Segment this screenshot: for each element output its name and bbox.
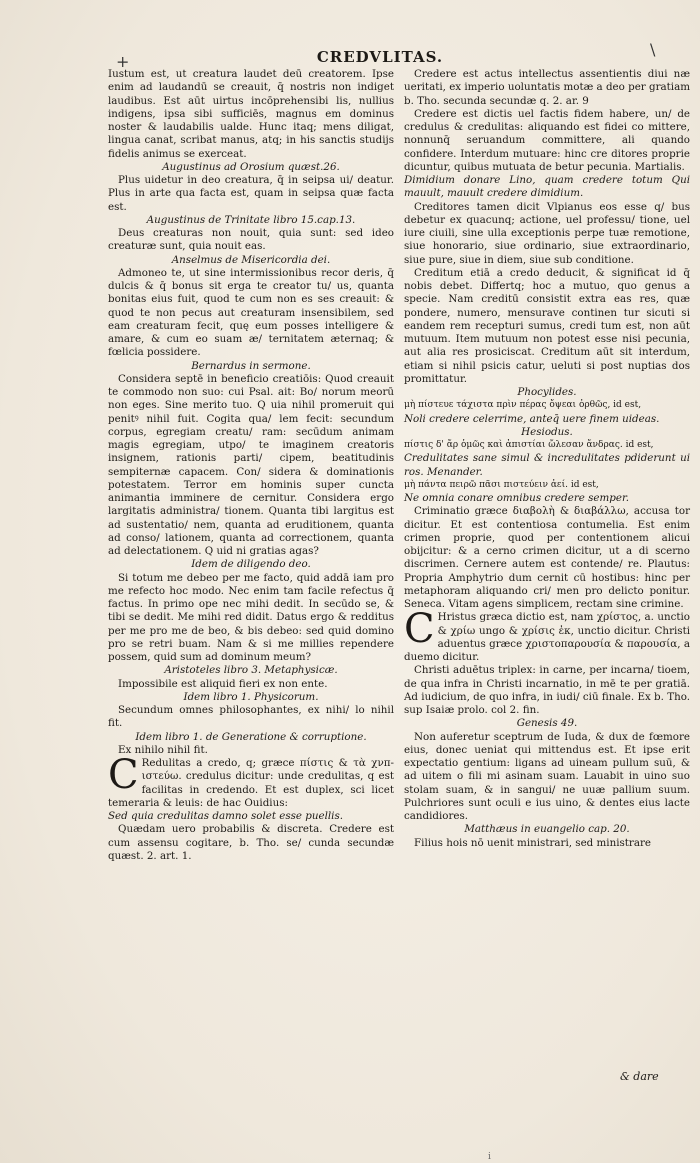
paragraph: Considera septē in beneficio creatiōis: Quod creauit te commodo non suo: cui Psal. ait: Bo/ norum meorū non eges. Sine merito tuo. Q uia nihil promeruit qui penitꝰ nihil fuit. Cogita qua/ lem fecit: secundum corpus, egregiam creatu/ ram: secūdum animam magis egregiam, utpo/ te imaginem creatoris insignem, rationis parti/ cipem, beatitudinis sempiternæ capacem. Con/ sidera & dominationis potestatem. Terror em hominis super cuncta animantia imminere de cernitur. Considera ergo largitatis administra/ tionem. Quanta tibi largitus est ad sustentatio/ nem, quanta ad eruditionem, quanta ad conso/ lationem, quanta ad correctionem, quanta ad delectationem. Q uid ni gratias agas?	[108, 372, 394, 557]
paragraph-text: Redulitas a credo, q; græce πίστις & τὰ χνπ- ιστεύω. credulus dicitur: unde credulitas, q est facilitas in credendo. Et est duplex, sci licet temeraria & leuis: de hac Ouidius:	[108, 757, 394, 809]
dropcap-paragraph	[404, 606, 690, 664]
citation-heading: Hesiodus.	[521, 425, 573, 438]
citation-heading: Augustinus ad Orosium quæst.26.	[162, 160, 340, 173]
verse-quote: Noli credere celerrime, anteq̄ uere finem uideas.	[404, 412, 660, 425]
citation-heading: Bernardus in sermone.	[191, 359, 311, 372]
paragraph: Creditum etiā a credo deducit, & significat id q̄ nobis debet. Differtq; hoc a mutuo, quo genus a specie. Nam creditū consistit extra eas res, quæ pondere, numero, mensurave continen tur sicuti si eandem rem recepturi sumus, credi tum est, non aūt mutuum. Item mutuum non potest esse nisi pecunia, aut alia res prosiciscat. Creditum aūt sit interdum, etiam si nihil psicis catur, ueluti si post nuptias dos promittatur.	[404, 266, 690, 385]
paragraph-text: Hristus græca dictio est, nam χρίστος, a. unctio & χρίω ungo & χρίσις ἐκ, unctio dicitur. Christi aduentus græce χριστοπαρουσία & παρουσία, a duemo dicitur.	[404, 611, 690, 663]
dropcap-paragraph	[108, 752, 394, 810]
paragraph: Creditores tamen dicit Vlpianus eos esse q/ bus debetur ex quacunq; actione, uel professu/ tione, uel iure ciuili, sine ulla exceptionis perpe tuæ remotione, siue honorario, siue ordinario, siue extraordinario, siue pure, siue in diem, siue sub conditione.	[404, 200, 690, 266]
greek-quote: μὴ πάντα πειρῶ πᾶσι πιστεύειν ἀεί. id est,	[404, 479, 599, 490]
greek-quote: μὴ πίστευε τάχιστα πρὶν πέρας ὄψεαι ὀρθῶς, id est,	[404, 400, 642, 411]
corner-mark-left: +	[116, 52, 130, 71]
verse-quote: Sed quia credulitas damno solet esse puellis.	[108, 810, 344, 822]
paragraph: Impossibile est aliquid fieri ex non ente.	[118, 677, 328, 690]
paragraph: Non auferetur sceptrum de Iuda, & dux de fœmore eius, donec ueniat qui mittendus est. Et ipse erit expectatio gentium: ligans ad uineam pullum suū, & ad uitem o fili mi asinam suam. Lauabit in uino suo stolam suam, & in sangui/ ne uuæ pallium suum. Pulchriores sunt oculi e ius uino, & dentes eius lacte candidiores.	[404, 730, 690, 822]
running-head: CREDVLITAS.	[316, 48, 444, 66]
catchword: & dare	[620, 1070, 659, 1083]
verse-quote: Credulitates sane simul & incredulitates pdiderunt ui ros. Menander.	[404, 452, 690, 478]
paragraph: Si totum me debeo per me facto, quid addā iam pro me refecto hoc modo. Nec enim tam facile refectus q̄ factus. In primo ope nec mihi dedit. In secūdo se, & tibi se dedit. Me mihi red didit. Datus ergo & redditus per me pro me de beo, & bis debeo: sed quid domino pro se retri buam. Nam & si me millies rependere possem, quid sum ad dominum meum?	[108, 571, 394, 663]
paragraph: Quædam uero probabilis & discreta. Credere est cum assensu cogitare, b. Tho. se/ cunda secundæ quæst. 2. art. 1.	[108, 823, 394, 862]
citation-heading: Matthæus in euangelio cap. 20.	[464, 823, 630, 836]
paragraph: Plus uidetur in deo creatura, q̄ in seipsa ui/ deatur. Plus in arte qua facta est, quam in seipsa quæ facta est.	[108, 174, 394, 213]
right-column	[404, 68, 690, 850]
citation-heading: Augustinus de Trinitate libro 15.cap.13.	[146, 213, 356, 226]
dropcap-initial: C	[108, 752, 139, 798]
verse-quote: Ne omnia conare omnibus credere semper.	[404, 492, 630, 504]
citation-heading: Idem libro 1. Physicorum.	[183, 690, 319, 703]
citation-heading: Anselmus de Misericordia dei.	[171, 253, 331, 266]
paragraph: Iustum est, ut creatura laudet deū creatorem. Ipse enim ad laudandū se creauit, q̄ nostris non indiget laudibus. Est aūt uirtus incōprehensibi lis, nullius indigens, ipsa sibi sufficiēs, magnus em dominus noster & laudabilis ualde. Hunc itaq; mens diligat, lingua canat, scribat manus, atq; in his sanctis studijs fidelis animus se exerceat.	[108, 68, 394, 160]
paragraph: Christi aduētus triplex: in carne, per incarna/ tioem, de qua infra in Christi incarnatio, in mē te per gratiā. Ad iudicium, de quo infra, in iudi/ ciū finale. Ex b. Tho. sup Isaiæ prolo. col 2. fin.	[404, 664, 690, 716]
paragraph: Credere est dictis uel factis fidem habere, un/ de credulus & credulitas: aliquando est fidei co mittere, nonnunq̄ seruandum committere, ali quando confidere. Interdum mutuare: hinc cre ditores proprie dicuntur, quibus mutuata de betur pecunia. Martialis.	[404, 107, 690, 173]
greek-quote: πίστις δ' ἄρ ὁμῶς καὶ ἀπιστίαι ὤλεσαν ἄνδρας. id est,	[404, 440, 654, 450]
left-column	[108, 68, 394, 863]
paragraph: Secundum omnes philosophantes, ex nihi/ lo nihil fit.	[108, 704, 394, 730]
paragraph: Filius hois nō uenit ministrari, sed ministrare	[414, 836, 652, 849]
paragraph: Credere est actus intellectus assentientis diui næ ueritati, ex imperio uoluntatis motæ a deo per gratiam b. Tho. secunda secundæ q. 2. ar. 9	[404, 68, 690, 107]
corner-mark-right: \	[650, 40, 656, 59]
dropcap-initial: C	[404, 606, 435, 653]
citation-heading: Genesis 49.	[516, 717, 578, 730]
citation-heading: Phocylides.	[517, 386, 577, 398]
paragraph: Deus creaturas non nouit, quia sunt: sed ideo creaturæ sunt, quia nouit eas.	[108, 227, 394, 253]
citation-heading: Aristoteles libro 3. Metaphysicæ.	[164, 664, 338, 677]
verse-quote: Dimidium donare Lino, quam credere totum Qui mauult, mauult credere dimidium.	[404, 174, 690, 200]
paragraph: Ex nihilo nihil fit.	[118, 743, 208, 756]
paragraph: Criminatio græce διαβολὴ & διαβάλλω, accusa tor dicitur. Et est contentiosa contumelia. Est enim crimen proprie, quod per contentionem alicui obijcitur: & a cerno crimen dicitur, ut a di scerno discrimen. Cernere autem est contende/ re. Plautus: Propria Amphytrio dum cernit cū hostibus: hinc per metaphoram aliquando cri/ men pro delicto ponitur. Seneca. Vitam agens simplicem, rectam sine crimine.	[404, 505, 690, 610]
citation-heading: Idem libro 1. de Generatione & corruptione.	[135, 730, 367, 743]
citation-heading: Idem de diligendo deo.	[191, 558, 311, 571]
paragraph: Admoneo te, ut sine intermissionibus recor deris, q̄ dulcis & q̄ bonus sit erga te creator tu/ us, quanta bonitas eius fuit, quod te cum non es ses creauit: & quod te non pecus aut creaturam insensibilem, sed eam creaturam fecit, quę eum posses intelligere & amare, & cum eo suam æ/ ternitatem æternaq; & fœlicia possidere.	[108, 266, 394, 359]
foot-mark: i	[488, 1152, 491, 1162]
